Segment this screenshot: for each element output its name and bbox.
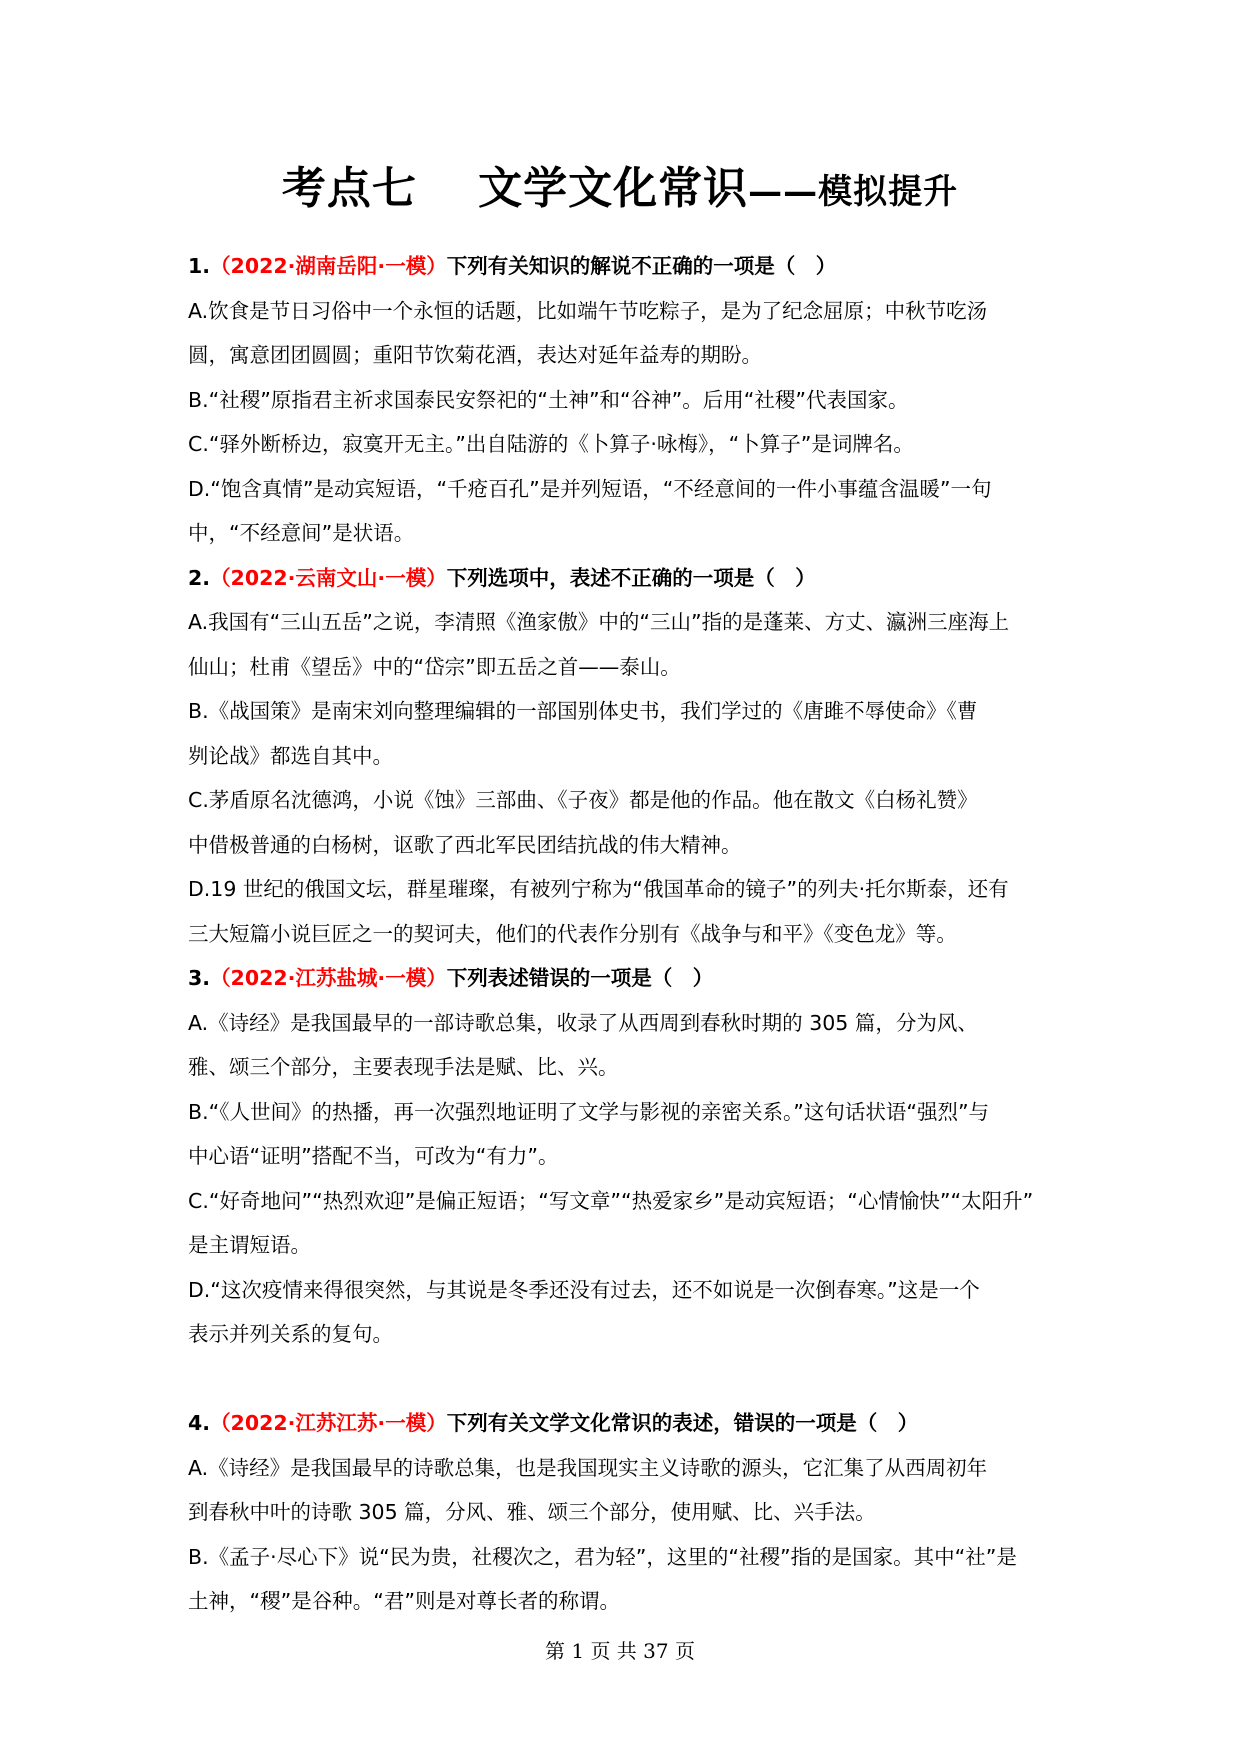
page-title (0, 152, 1240, 216)
option-line: 中，“不经意间”是状语。 (188, 521, 415, 545)
question-header (188, 556, 1068, 601)
option-line: 三大短篇小说巨匠之一的契诃夫，他们的代表作分别有《战争与和平》《变色龙》等。 (188, 921, 957, 946)
question-number: 4. (188, 1411, 211, 1435)
option-line: 是主谓短语。 (188, 1233, 311, 1257)
option-line: D.19 世纪的俄国文坛，群星璀璨，有被列宁称为“俄国革命的镜子”的列夫·托尔斯泰，还有 (188, 877, 1009, 901)
question-list (188, 244, 1068, 1624)
title-sub: ——模拟提升 (748, 172, 959, 212)
page-footer: 第 1 页 共 37 页 (545, 1639, 695, 1663)
option-line: 土神，“稷”是谷种。“君”则是对尊长者的称谓。 (188, 1589, 620, 1613)
option-line: A.《诗经》是我国最早的诗歌总集，也是我国现实主义诗歌的源头，它汇集了从西周初年 (188, 1455, 988, 1480)
option-line: B.“社稷”原指君主祈求国泰民安祭祀的“土神”和“谷神”。后用“社稷”代表国家。 (188, 387, 909, 412)
question-number: 1. (188, 254, 211, 278)
question-source: （2022·湖南岳阳·一模） (210, 254, 447, 278)
question-source: （2022·江苏江苏·一模） (210, 1411, 447, 1435)
option-line: C.“好奇地问”“热烈欢迎”是偏正短语；“写文章”“热爱家乡”是动宾短语；“心情愉快”“太阳升” (188, 1188, 1034, 1213)
question-header (188, 956, 1068, 1001)
question-header (188, 244, 1068, 289)
option-line: 仙山；杜甫《望岳》中的“岱宗”即五岳之首——泰山。 (188, 654, 681, 679)
option-line: 刿论战》都选自其中。 (188, 743, 393, 768)
question-stem: 下列表述错误的一项是（ ） (446, 966, 714, 990)
option-line: 雅、颂三个部分，主要表现手法是赋、比、兴。 (188, 1055, 619, 1079)
question-header (188, 1401, 1068, 1446)
option-line: C.“驿外断桥边，寂寞开无主。”出自陆游的《卜算子·咏梅》，“卜算子”是词牌名。 (188, 432, 914, 456)
question-1 (188, 244, 1068, 556)
option-line: C.茅盾原名沈德鸿，小说《蚀》三部曲、《子夜》都是他的作品。他在散文《白杨礼赞》 (188, 788, 978, 812)
option-line: D.“饱含真情”是动宾短语，“千疮百孔”是并列短语，“不经意间的一件小事蕴含温暖”一句 (188, 476, 992, 501)
option-line: B.《孟子·尽心下》说“民为贵，社稷次之，君为轻”，这里的“社稷”指的是国家。其中“社”是 (188, 1544, 1017, 1569)
question-stem: 下列有关知识的解说不正确的一项是（ ） (446, 254, 837, 278)
question-stem: 下列选项中，表述不正确的一项是（ ） (446, 565, 816, 590)
option-line: B.《战国策》是南宋刘向整理编辑的一部国别体史书，我们学过的《唐雎不辱使命》《曹 (188, 699, 978, 723)
question-source: （2022·云南文山·一模） (210, 565, 447, 590)
question-source: （2022·江苏盐城·一模） (210, 966, 447, 990)
question-stem: 下列有关文学文化常识的表述，错误的一项是（ ） (446, 1411, 919, 1435)
option-line: B.“《人世间》的热播，再一次强烈地证明了文学与影视的亲密关系。”这句话状语“强烈”与 (188, 1099, 990, 1124)
blank-line (188, 1357, 1068, 1402)
option-line: 表示并列关系的复句。 (188, 1322, 393, 1346)
option-line: A.饮食是节日习俗中一个永恒的话题，比如端午节吃粽子，是为了纪念屈原；中秋节吃汤 (188, 298, 988, 323)
question-2 (188, 556, 1068, 957)
question-3 (188, 956, 1068, 1357)
option-line: 圆，寓意团团圆圆；重阳节饮菊花酒，表达对延年益寿的期盼。 (188, 343, 762, 367)
option-line: 到春秋中叶的诗歌 305 篇，分风、雅、颂三个部分，使用赋、比、兴手法。 (188, 1500, 876, 1524)
option-line: 中心语“证明”搭配不当，可改为“有力”。 (188, 1144, 559, 1168)
title-main: 考点七 文学文化常识 (281, 163, 749, 214)
option-line: A.《诗经》是我国最早的一部诗歌总集，收录了从西周到春秋时期的 305 篇，分为风、 (188, 1010, 978, 1035)
question-number: 3. (188, 966, 211, 990)
question-number: 2. (188, 565, 211, 590)
question-4 (188, 1401, 1068, 1624)
option-line: 中借极普通的白杨树，讴歌了西北军民团结抗战的伟大精神。 (188, 832, 742, 857)
option-line: A.我国有“三山五岳”之说，李清照《渔家傲》中的“三山”指的是蓬莱、方丈、瀛洲三座海上 (188, 610, 1010, 634)
option-line: D.“这次疫情来得很突然，与其说是冬季还没有过去，还不如说是一次倒春寒。”这是一个 (188, 1277, 980, 1302)
